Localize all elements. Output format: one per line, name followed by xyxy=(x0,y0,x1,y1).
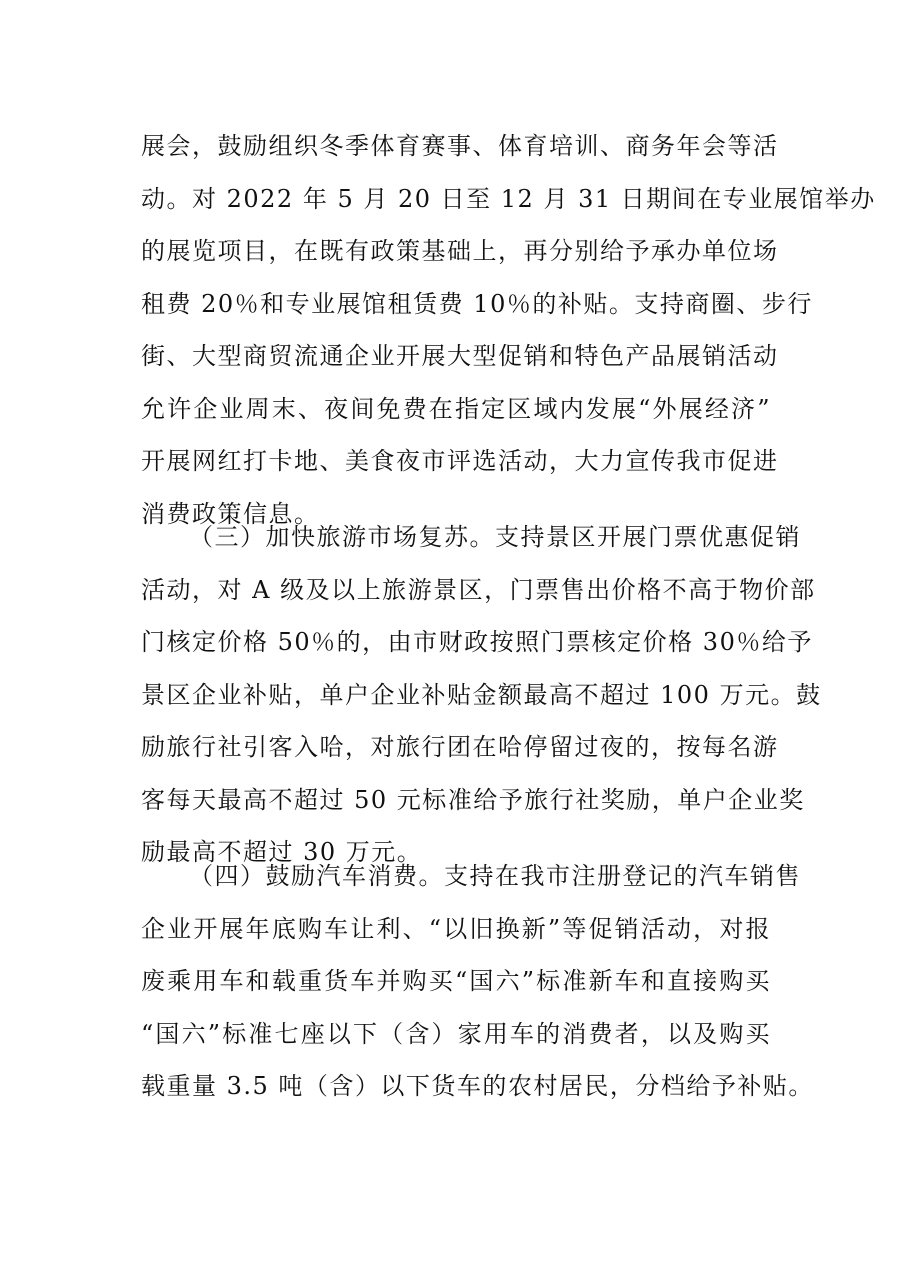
text-line: 展会，鼓励组织冬季体育赛事、体育培训、商务年会等活 xyxy=(141,132,779,160)
text-line: 租费 20％和专业展馆租赁费 10％的补贴。支持商圈、步行 xyxy=(141,289,813,318)
text-line: （四）鼓励汽车消费。支持在我市注册登记的汽车销售 xyxy=(189,862,801,890)
text-line: 励最高不超过 30 万元。 xyxy=(141,838,423,866)
text-line: “国六”标准七座以下（含）家用车的消费者，以及购买 xyxy=(141,1019,771,1048)
text-line: 门核定价格 50％的，由市财政按照门票核定价格 30％给予 xyxy=(141,628,813,656)
text-line: （三）加快旅游市场复苏。支持景区开展门票优惠促销 xyxy=(189,523,801,551)
text-line: 废乘用车和载重货车并购买“国六”标准新车和直接购买 xyxy=(141,967,771,995)
text-line: 消费政策信息。 xyxy=(141,499,320,528)
text-line: 励旅行社引客入哈，对旅行团在哈停留过夜的，按每名游 xyxy=(141,733,779,761)
text-line: 允许企业周末、夜间免费在指定区域内发展“外展经济” xyxy=(141,394,771,423)
text-line: 客每天最高不超过 50 元标准给予旅行社奖励，单户企业奖 xyxy=(141,785,805,814)
text-line: 开展网红打卡地、美食夜市评选活动，大力宣传我市促进 xyxy=(141,447,779,475)
text-line: 载重量 3.5 吨（含）以下货车的农村居民，分档给予补贴。 xyxy=(141,1072,814,1100)
text-line: 景区企业补贴，单户企业补贴金额最高不超过 100 万元。鼓 xyxy=(141,680,822,709)
text-line: 动。对 2022 年 5 月 20 日至 12 月 31 日期间在专业展馆举办 xyxy=(141,184,876,213)
paragraph-exhibition-consumption xyxy=(141,120,876,540)
text-line: 的展览项目，在既有政策基础上，再分别给予承办单位场 xyxy=(141,237,779,265)
text-line: 企业开展年底购车让利、“以旧换新”等促销活动，对报 xyxy=(141,914,771,943)
paragraph-tourism-recovery xyxy=(141,511,822,879)
text-line: 活动，对 A 级及以上旅游景区，门票售出价格不高于物价部 xyxy=(141,575,816,604)
text-line: 街、大型商贸流通企业开展大型促销和特色产品展销活动 xyxy=(141,342,779,370)
paragraph-auto-consumption xyxy=(141,850,814,1113)
